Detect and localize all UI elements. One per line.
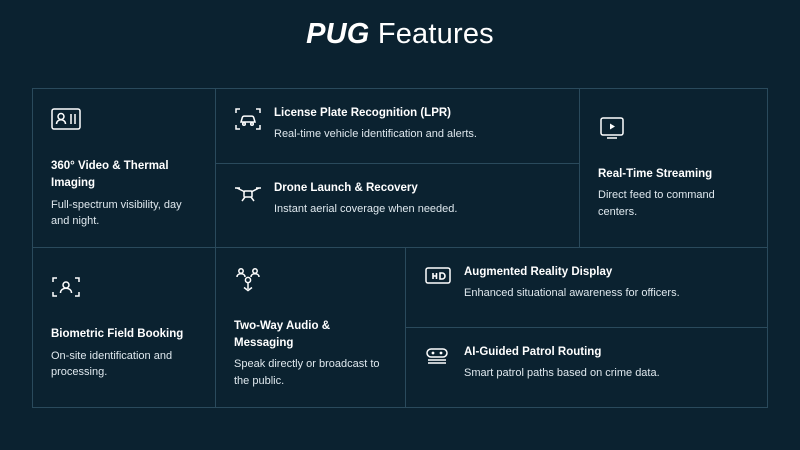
feature-desc: Real-time vehicle identification and alerts. <box>274 128 477 141</box>
feature-title: Augmented Reality Display <box>464 266 613 278</box>
feature-desc: Enhanced situational awareness for officers. <box>464 287 680 300</box>
title-rest: Features <box>369 18 494 50</box>
drone-icon <box>234 181 262 207</box>
ai-patrol-car-icon <box>424 345 452 367</box>
page-title <box>0 0 800 51</box>
streaming-play-icon <box>598 116 749 140</box>
video-thermal-icon <box>51 106 197 132</box>
feature-card-ar-display[interactable] <box>406 248 767 327</box>
feature-card-streaming[interactable] <box>580 89 767 247</box>
feature-desc: Direct feed to command centers. <box>598 189 715 218</box>
feature-desc: Instant aerial coverage when needed. <box>274 203 458 216</box>
two-way-audio-icon <box>234 266 387 292</box>
feature-grid <box>32 88 768 408</box>
feature-desc: Smart patrol paths based on crime data. <box>464 367 660 380</box>
feature-desc: On-site identification and processing. <box>51 349 173 379</box>
feature-title: AI-Guided Patrol Routing <box>464 346 602 358</box>
feature-title: Drone Launch & Recovery <box>274 182 418 194</box>
title-emphasis: PUG <box>306 18 370 50</box>
feature-title: License Plate Recognition (LPR) <box>274 107 451 119</box>
feature-title: Biometric Field Booking <box>51 328 184 341</box>
feature-card-video-thermal[interactable] <box>33 89 215 247</box>
feature-card-biometric[interactable] <box>33 248 215 407</box>
feature-card-two-way-audio[interactable] <box>216 248 405 407</box>
feature-card-lpr[interactable] <box>216 89 579 163</box>
biometric-person-icon <box>51 274 197 300</box>
license-plate-icon <box>234 106 262 132</box>
feature-card-drone[interactable] <box>216 164 579 247</box>
feature-title: Two-Way Audio & Messaging <box>234 319 331 349</box>
feature-title: 360° Video & Thermal Imaging <box>51 160 169 189</box>
feature-desc: Full-spectrum visibility, day and night. <box>51 198 182 228</box>
feature-title: Real-Time Streaming <box>598 167 713 180</box>
feature-desc: Speak directly or broadcast to the public. <box>234 358 380 387</box>
feature-card-ai-patrol[interactable] <box>406 328 767 407</box>
hd-display-icon <box>424 265 452 285</box>
